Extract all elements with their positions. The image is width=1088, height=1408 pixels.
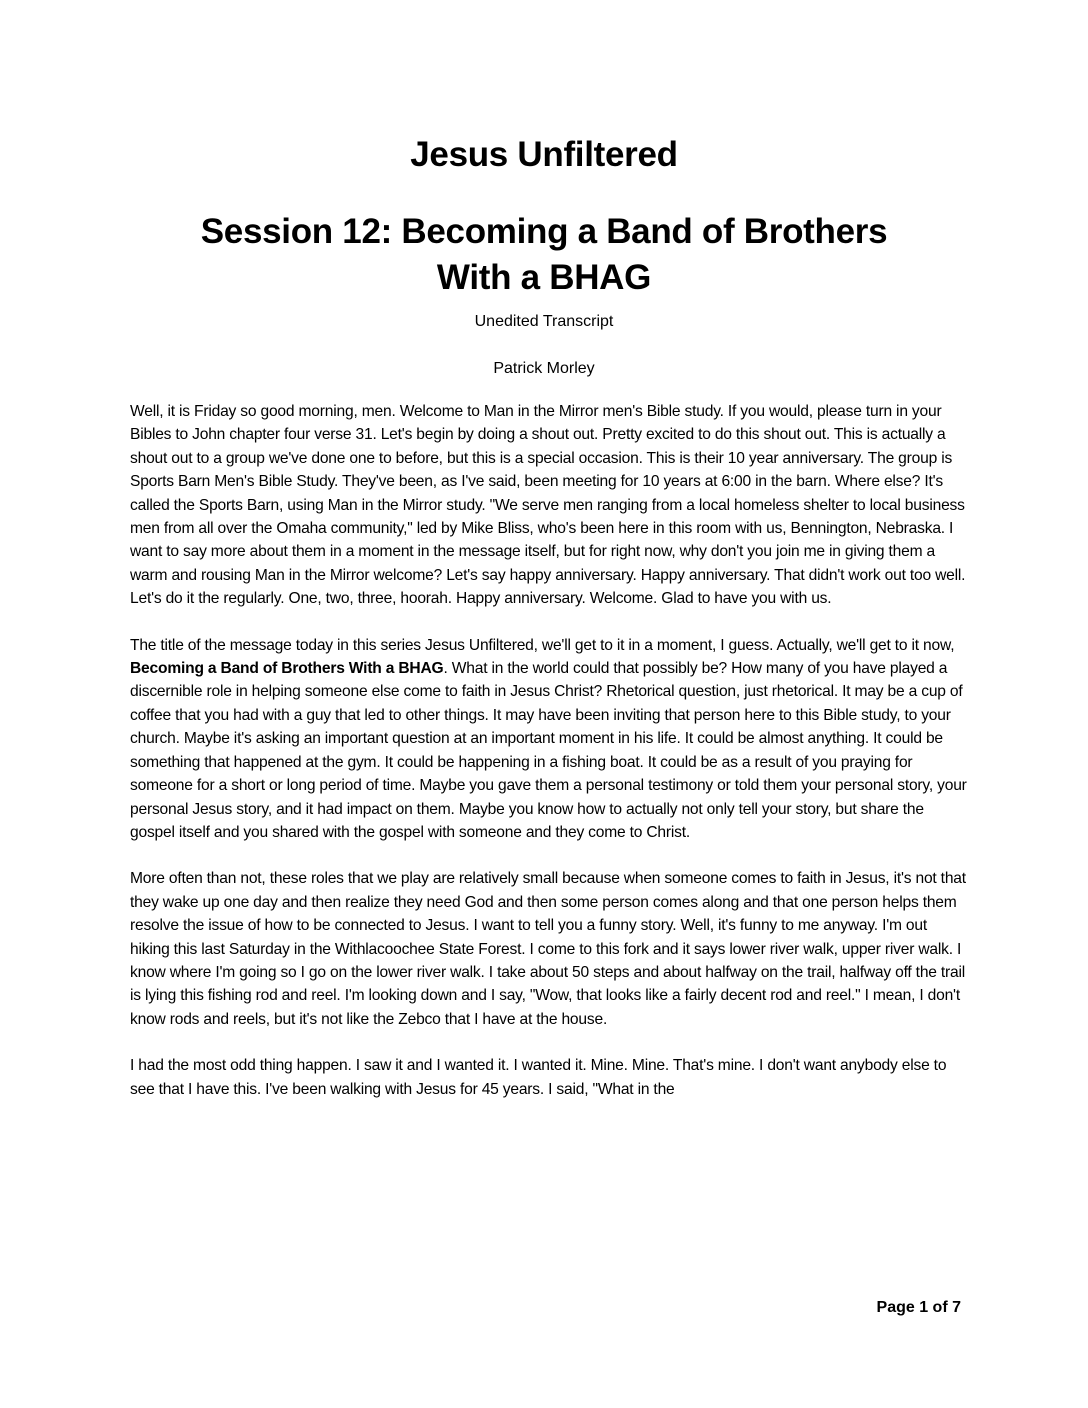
message-title-bold: Becoming a Band of Brothers With a BHAG	[130, 660, 444, 678]
document-subtitle: Unedited Transcript	[474, 313, 614, 330]
page-number: Page 1 of 7	[876, 1299, 961, 1316]
paragraph-2-text-before: The title of the message today in this series Jesus Unfiltered, we'll get to it in a moment, I guess. Actually, we'll get to it now,	[130, 636, 955, 654]
paragraph-1: Well, it is Friday so good morning, men. Welcome to Man in the Mirror men's Bible study. If you would, please turn in your Bibles to John chapter four verse 31. Let's begin by doing a shout out. Pretty excited to do this shout out. This is actually a shout out to a group we've done one to before, but this is a special occasion. This is their 10 year anniversary. The group is Sports Barn Men's Bible Study. They've been, as I've said, been meeting for 10 years at 6:00 in the barn. Where else? It's called the Sports Barn, using Man in the Mirror study. "We serve men ranging from a local homeless shelter to local business men from all over the Omaha community," led by Mike Bliss, who's been here in this room with us, Bennington, Nebraska. I want to say more about them in a moment in the message itself, but for right now, why don't you join me in giving them a warm and rousing Man in the Mirror welcome? Let's say happy anniversary. Happy anniversary. That didn't work out too well. Let's do it the regularly. One, two, three, hoorah. Happy anniversary. Welcome. Glad to have you with us.	[130, 403, 966, 608]
paragraph-4: I had the most odd thing happen. I saw it and I wanted it. I wanted it. Mine. Mine. That's mine. I don't want anybody else to see that I have this. I've been walking with Jesus for 45 years. I said, "What in the	[130, 1057, 947, 1098]
session-title	[0, 209, 1088, 301]
paragraph-2	[130, 634, 968, 845]
paragraph-2-text-after: . What in the world could that possibly be? How many of you have played a discernible role in helping someone else come to faith in Jesus Christ? Rhetorical question, just rhetorical. It may be a cup of coffee that you had with a guy that led to other things. It may have been inviting that person here to this Bible study, to your church. Maybe it's asking an important question at an important moment in his life. It could be almost anything. It could be something that happened at the gym. It could be happening in a fishing boat. It could be as a result of you praying for someone for a short or long period of time. Maybe you gave them a personal testimony or told them your personal story, your personal Jesus story, and it had impact on them. Maybe you know how to actually not only tell your story, but share the gospel itself and you shared with the gospel with someone and they come to Christ.	[130, 660, 967, 841]
session-title-line-2: With a BHAG	[436, 258, 652, 297]
document-title: Jesus Unfiltered	[410, 135, 678, 174]
session-title-line-1: Session 12: Becoming a Band of Brothers	[200, 212, 888, 251]
transcript-body	[130, 400, 968, 1124]
paragraph-3: More often than not, these roles that we play are relatively small because when someone comes to faith in Jesus, it's not that they wake up one day and then realize they need God and then some person comes along and that one person helps them resolve the issue of how to be connected to Jesus. I want to tell you a funny story. Well, it's funny to me anyway. I'm out hiking this last Saturday in the Withlacoochee State Forest. I come to this fork and it says lower river walk, upper river walk. I know where I'm going so I go on the lower river walk. I take about 50 steps and about halfway on the trail, halfway off the trail is lying this fishing rod and reel. I'm looking down and I say, "Wow, that looks like a fairly decent rod and reel." I mean, I don't know rods and reels, but it's not like the Zebco that I have at the house.	[130, 870, 966, 1028]
author-name: Patrick Morley	[493, 360, 595, 377]
